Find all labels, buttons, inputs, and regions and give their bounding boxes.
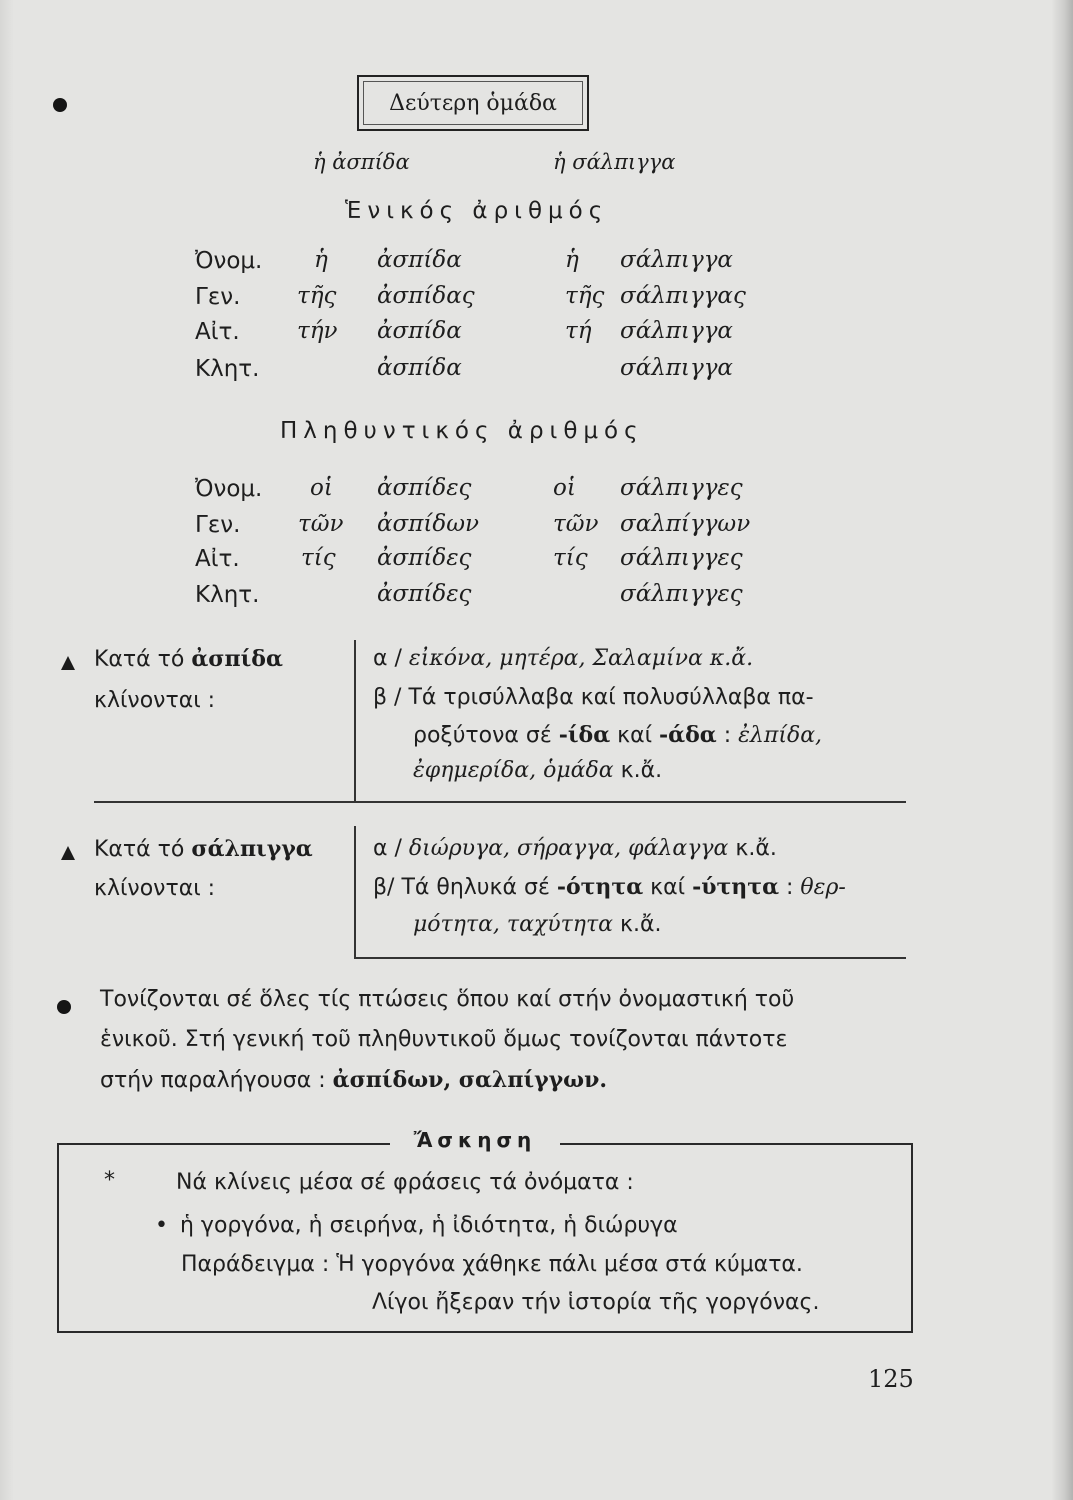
rule2-a-end: κ.ἄ. (728, 836, 777, 861)
exercise-star: * (104, 1168, 115, 1193)
rule1-b-text2-mid: καί (610, 723, 660, 748)
case-label: Γεν. (195, 284, 241, 310)
rule2-divider-horizontal (354, 957, 906, 959)
rule1-b-examples: ἐφημερίδα, ὁμάδα (413, 758, 614, 783)
article-salpigga: τῆς (565, 283, 605, 309)
article-aspida: τίς (301, 545, 336, 571)
rule1-b-text2: ροξύτονα σέ (413, 723, 559, 748)
article-salpigga: ἡ (565, 247, 579, 273)
rule2-b-ending-otita: -ότητα (556, 874, 644, 900)
article-salpigga: τίς (553, 545, 588, 571)
rule2-triangle-marker (61, 846, 75, 860)
form-aspida: ἀσπίδας (377, 283, 475, 309)
rule1-b-example: ἐλπίδα, (738, 723, 823, 748)
title-box (357, 75, 589, 131)
exercise-example-text1: Ἡ γοργόνα χάθηκε πάλι μέσα στά κύματα. (336, 1252, 803, 1277)
rule1-label (94, 646, 283, 672)
singular-heading: Ἑνικός ἀριθμός (345, 198, 609, 224)
case-label: Κλητ. (195, 356, 260, 382)
rule1-divider-horizontal (94, 801, 906, 803)
rule1-b-line3 (413, 758, 662, 783)
rule1-triangle-marker (61, 656, 75, 670)
rule1-label-prefix: Κατά τό (94, 647, 192, 672)
section-bullet (53, 98, 67, 112)
rule1-label-word: ἀσπίδα (191, 646, 283, 672)
note-line1: Τονίζονται σέ ὅλες τίς πτώσεις ὅπου καί στήν ὀνομαστική τοῦ (100, 987, 795, 1012)
form-salpigga: σάλπιγγες (620, 545, 743, 571)
note-paragraph (100, 980, 920, 1101)
article-salpigga: τῶν (553, 511, 599, 537)
article-aspida: ἡ (314, 247, 328, 273)
rule2-divider-vertical (354, 826, 356, 958)
rule2-a-examples: διώρυγα, σήραγγα, φάλαγγα (408, 836, 729, 861)
form-salpigga: σάλπιγγα (620, 355, 733, 381)
form-aspida: ἀσπίδα (377, 247, 462, 273)
exercise-instruction: Νά κλίνεις μέσα σέ φράσεις τά ὀνόματα : (176, 1170, 634, 1195)
note-line3 (100, 1060, 920, 1101)
form-salpigga: σάλπιγγες (620, 581, 743, 607)
form-aspida: ἀσπίδα (377, 318, 462, 344)
form-salpigga: σάλπιγγα (620, 247, 733, 273)
form-salpigga: σάλπιγγας (620, 283, 746, 309)
exercise-list-bullet: • (155, 1213, 168, 1238)
exercise-example-line1 (181, 1252, 803, 1277)
case-label: Γεν. (195, 512, 241, 538)
page-edge-right (1051, 0, 1073, 1500)
rule2-b-text1-mid: καί (643, 875, 693, 900)
rule2-a-line (373, 836, 777, 861)
rule1-b-ending-ada: -άδα (659, 722, 717, 748)
article-aspida: τήν (297, 318, 338, 344)
rule2-b-line2 (413, 912, 661, 937)
rule2-b-examples: μότητα, ταχύτητα (413, 912, 614, 937)
rule2-label-word: σάλπιγγα (191, 836, 313, 862)
form-aspida: ἀσπίδων (377, 511, 479, 537)
rule1-b-line2 (413, 722, 822, 748)
exercise-noun-list: ἡ γοργόνα, ἡ σειρήνα, ἡ ἰδιότητα, ἡ διώρυγα (180, 1213, 678, 1238)
note-line2: ἑνικοῦ. Στή γενική τοῦ πληθυντικοῦ ὅμως τονίζονται πάντοτε (100, 1027, 788, 1052)
rule2-b-line1 (373, 874, 846, 900)
rule1-divider-vertical (354, 640, 356, 802)
form-aspida: ἀσπίδες (377, 545, 472, 571)
header-aspida: ἡ ἀσπίδα (313, 150, 410, 174)
rule2-label-line2: κλίνονται : (94, 876, 216, 901)
form-salpigga: σάλπιγγα (620, 318, 733, 344)
note-bullet (57, 1000, 71, 1014)
exercise-title: Ἄσκηση (390, 1128, 560, 1152)
form-aspida: ἀσπίδες (377, 581, 472, 607)
article-aspida: οἱ (310, 475, 333, 501)
form-salpigga: σάλπιγγες (620, 475, 743, 501)
rule2-b-colon: : (779, 875, 801, 900)
rule2-b-end: κ.ἄ. (613, 912, 662, 937)
title-box-label: Δεύτερη ὁμάδα (363, 81, 583, 125)
rule1-a-examples: εἰκόνα, μητέρα, Σαλαμίνα κ.ἄ. (408, 646, 754, 671)
case-label: Αἰτ. (195, 319, 240, 345)
rule1-b-colon: : (716, 723, 739, 748)
plural-heading: Πληθυντικός ἀριθμός (280, 418, 644, 444)
case-label: Ὀνομ. (195, 248, 263, 274)
rule1-a-line (373, 646, 753, 671)
rule1-b-marker: β / (373, 685, 402, 710)
article-salpigga: οἱ (553, 475, 576, 501)
case-label: Κλητ. (195, 582, 260, 608)
form-aspida: ἀσπίδα (377, 355, 462, 381)
rule1-b-text1: Τά τρισύλλαβα καί πολυσύλλαβα πα- (408, 685, 814, 710)
rule1-b-line1 (373, 685, 814, 710)
rule2-b-example: θερ- (800, 875, 846, 900)
form-salpigga: σαλπίγγων (620, 511, 751, 537)
rule1-label-line2: κλίνονται : (94, 688, 216, 713)
case-label: Ὀνομ. (195, 476, 263, 502)
exercise-example-label: Παράδειγμα : (181, 1252, 337, 1277)
note-line3-bold: ἀσπίδων, σαλπίγγων. (332, 1067, 608, 1093)
page-number: 125 (868, 1365, 914, 1393)
rule2-a-marker: α / (373, 836, 402, 861)
rule2-label-prefix: Κατά τό (94, 837, 192, 862)
rule2-b-marker: β/ (373, 875, 395, 900)
article-aspida: τῶν (298, 511, 344, 537)
rule2-b-ending-ytita: -ύτητα (692, 874, 780, 900)
exercise-example-line2: Λίγοι ἤξεραν τήν ἱστορία τῆς γοργόνας. (372, 1290, 820, 1315)
rule1-b-end: κ.ἄ. (613, 758, 663, 783)
rule2-b-text1: Τά θηλυκά σέ (401, 875, 557, 900)
rule1-a-marker: α / (373, 646, 402, 671)
note-line3-text: στήν παραλήγουσα : (100, 1068, 333, 1093)
rule2-label (94, 836, 313, 862)
rule1-b-ending-ida: -ίδα (558, 722, 611, 748)
page-edge-left (0, 0, 14, 1500)
header-salpigga: ἡ σάλπιγγα (553, 150, 676, 174)
article-salpigga: τή (565, 318, 592, 344)
case-label: Αἰτ. (195, 546, 240, 572)
article-aspida: τῆς (297, 283, 337, 309)
form-aspida: ἀσπίδες (377, 475, 472, 501)
